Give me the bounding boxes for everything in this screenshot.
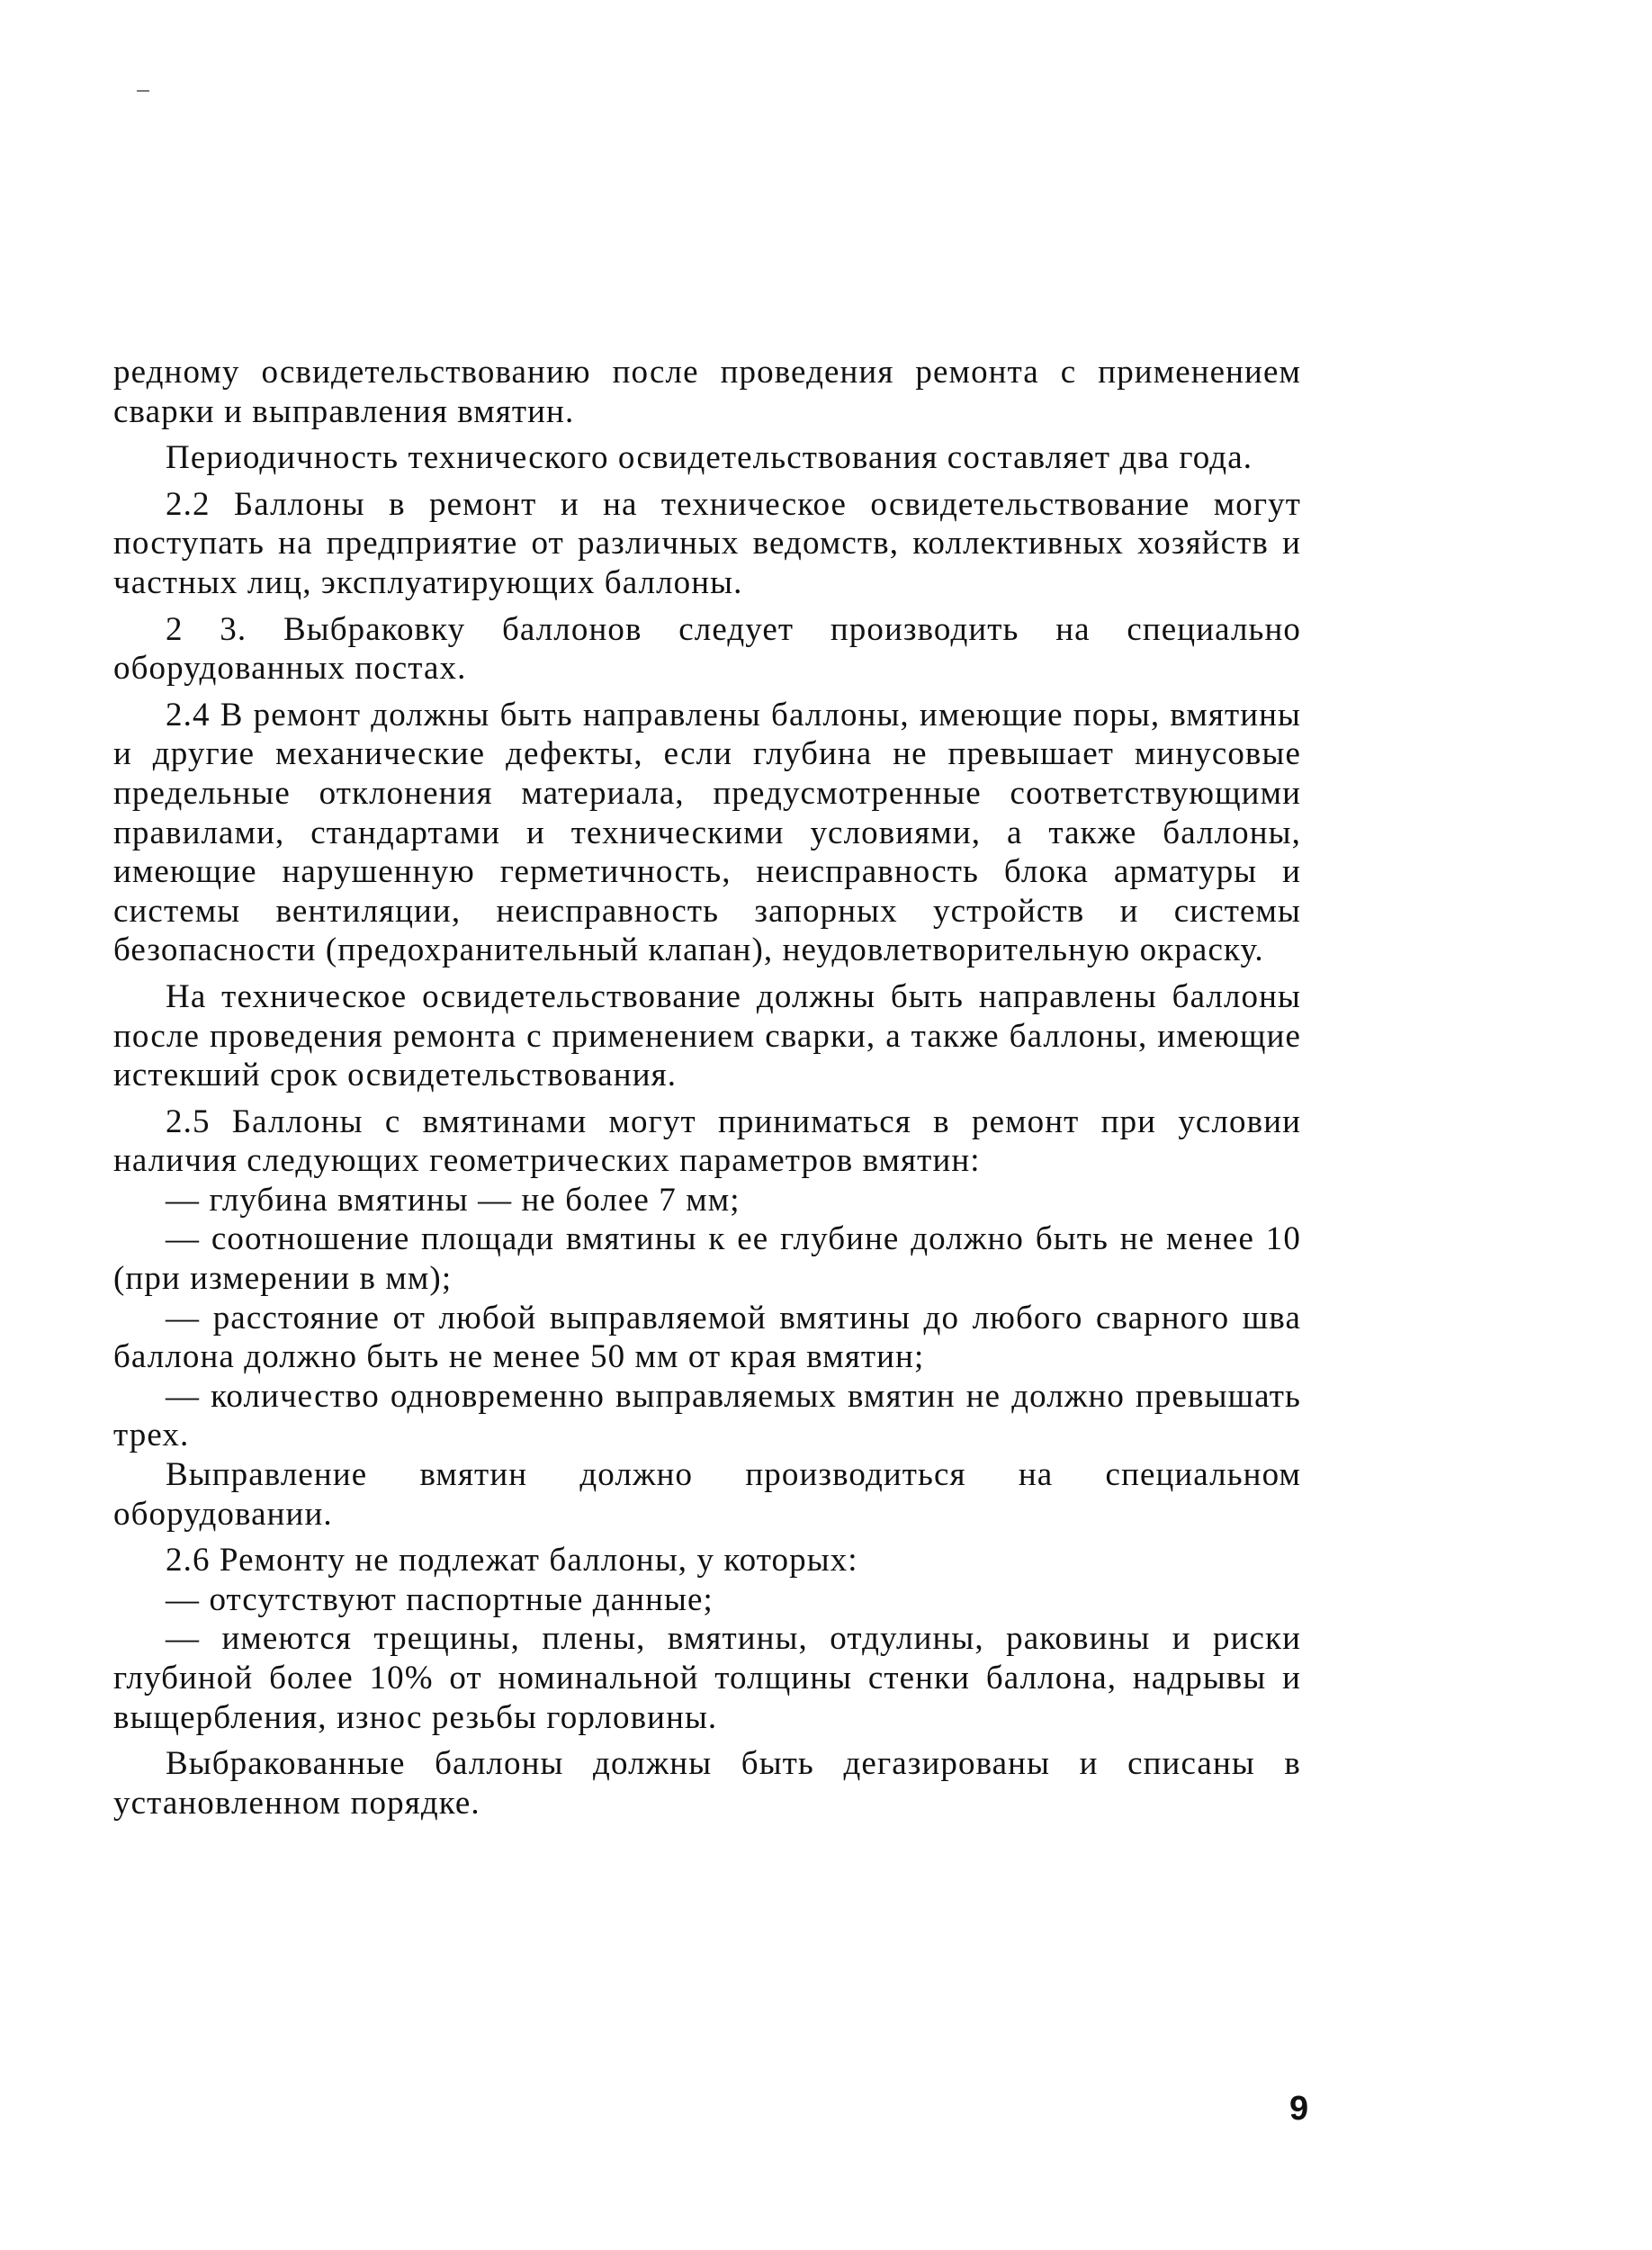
body-text [113,353,1301,1830]
list-item-weld-distance: — расстояние от любой выправляемой вмятины до любого сварного шва баллона должно быть не менее 50 мм от края вмятин; [113,1299,1301,1376]
list-item-dent-depth: — глубина вмятины — не более 7 мм; [166,1181,741,1219]
list-item-defects: — имеются трещины, плены, вмятины, отдулины, раковины и риски глубиной более 10% от номинальной толщины стенки баллона, надрывы и выщербления, износ резьбы горловины. [113,1620,1301,1736]
paragraph-inspection: На техническое освидетельствование должны быть направлены баллоны после проведения ремонта с применением сварки, а также баллоны, имеющие истекший срок освидетельствования. [113,977,1301,1094]
paragraph-2-4: 2.4 В ремонт должны быть направлены баллоны, имеющие поры, вмятины и другие механические дефекты, если глубина не превышает минусовые предельные отклонения материала, предусмотренные соответствующими правилами, стандартами и техническими условиями, а также баллоны, имеющие нарушенную герметичность, неисправность блока арматуры и системы вентиляции, неисправность запорных устройств и системы безопасности (предохранительный клапан), неудовлетворительную окраску. [113,696,1301,969]
paragraph-2-3: 2 3. Выбраковку баллонов следует производить на специально оборудованных постах. [113,610,1301,688]
paragraph-continuation: редному освидетельствованию после проведения ремонта с применением сварки и выправления вмятин. [113,354,1301,430]
paragraph-rejected: Выбракованные баллоны должны быть дегазированы и списаны в установленном порядке. [113,1745,1301,1822]
list-item-no-passport: — отсутствуют паспортные данные; [166,1580,714,1618]
paragraph-straightening: Выправление вмятин должно производиться на специальном оборудовании. [113,1456,1301,1533]
scan-mark [137,90,149,92]
paragraph-2-6: 2.6 Ремонту не подлежат баллоны, у которых: [166,1542,858,1580]
list-item-dent-count: — количество одновременно выправляемых вмятин не должно превышать трех. [113,1377,1301,1454]
page-number: 9 [1289,2090,1309,2128]
paragraph-periodicity: Периодичность технического освидетельствования составляет два года. [166,439,1253,477]
paragraph-2-2: 2.2 Баллоны в ремонт и на техническое освидетельствование могут поступать на предприятие от различных ведомств, коллективных хозяйств и частных лиц, эксплуатирующих баллоны. [113,485,1301,601]
list-item-area-ratio: — соотношение площади вмятины к ее глубине должно быть не менее 10 (при измерении в мм); [113,1220,1301,1298]
paragraph-2-5: 2.5 Баллоны с вмятинами могут приниматься в ремонт при условии наличия следующих геометрических параметров вмятин: [113,1102,1301,1180]
